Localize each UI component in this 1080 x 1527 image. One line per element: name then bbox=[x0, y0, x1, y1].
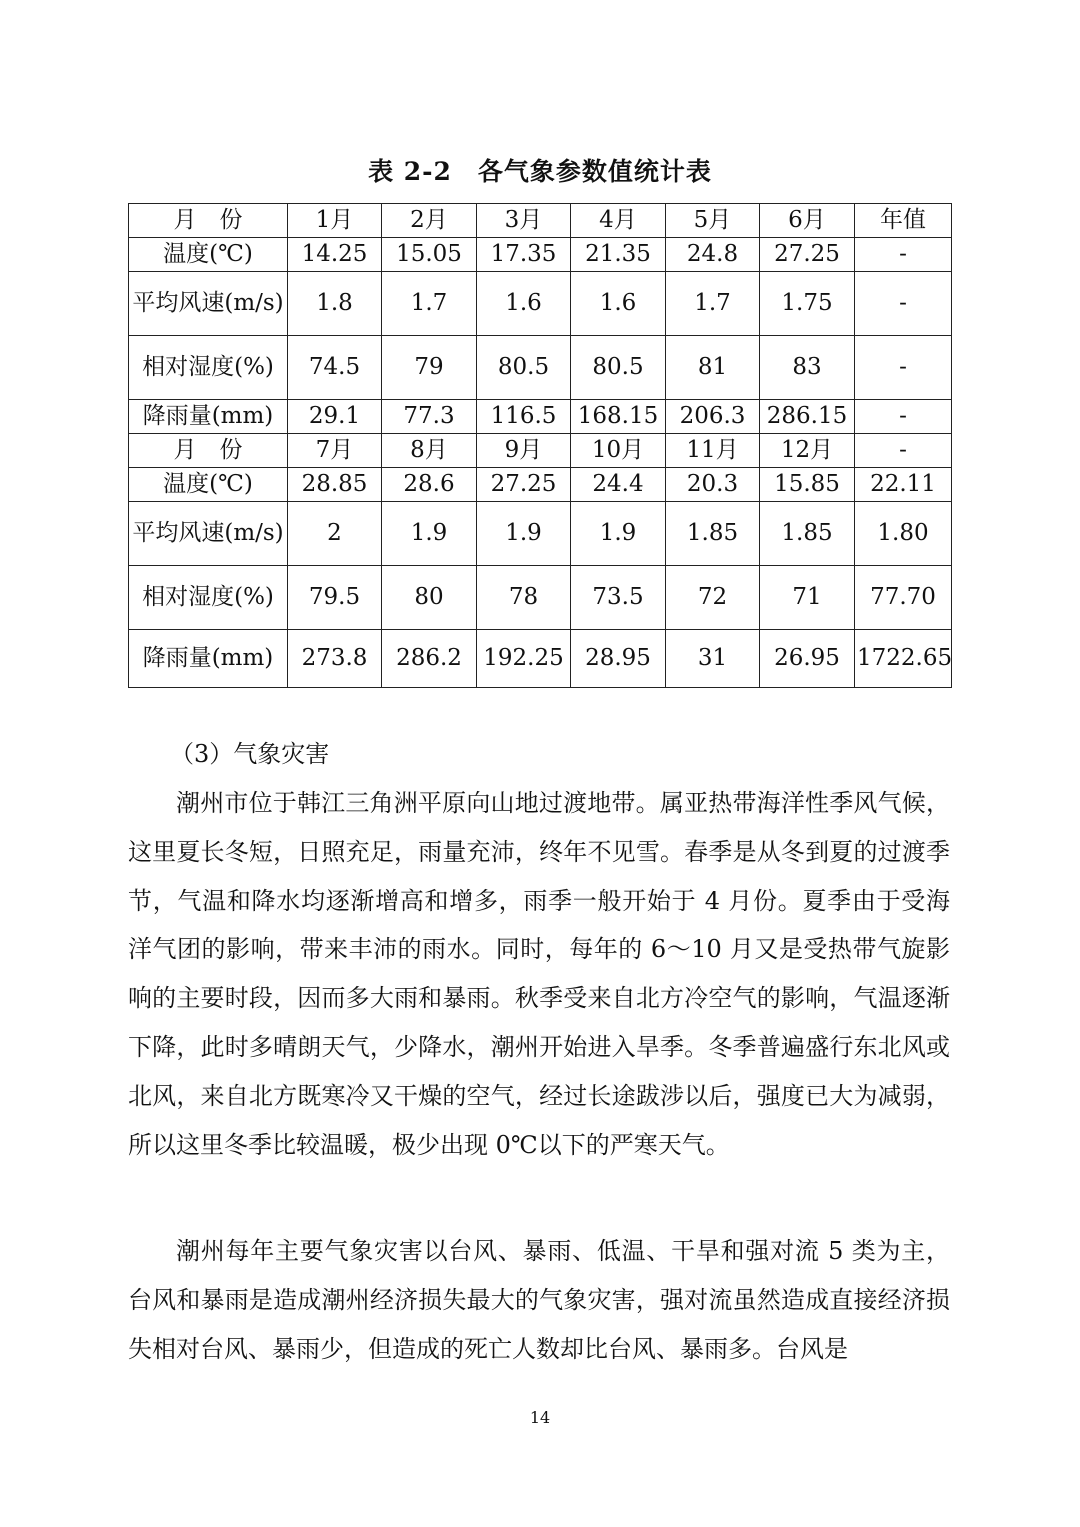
table-cell: 78 bbox=[477, 566, 571, 630]
table-cell: 14.25 bbox=[288, 238, 382, 272]
row-label: 相对湿度(%) bbox=[129, 566, 288, 630]
row-label: 温度(℃) bbox=[129, 468, 288, 502]
table-cell: 1.9 bbox=[571, 502, 666, 566]
table-cell: 80.5 bbox=[477, 336, 571, 400]
table-body bbox=[129, 204, 952, 688]
table-cell: 71 bbox=[760, 566, 855, 630]
table-cell: 3月 bbox=[477, 204, 571, 238]
table-cell: 1.7 bbox=[382, 272, 477, 336]
table-row bbox=[129, 502, 952, 566]
row-label: 月 份 bbox=[129, 204, 288, 238]
table-cell: 27.25 bbox=[477, 468, 571, 502]
table-cell: 28.85 bbox=[288, 468, 382, 502]
table-row bbox=[129, 434, 952, 468]
row-label: 平均风速(m/s) bbox=[129, 502, 288, 566]
table-cell: 29.1 bbox=[288, 400, 382, 434]
table-cell: - bbox=[855, 336, 952, 400]
table-cell: 72 bbox=[666, 566, 760, 630]
table-cell: 9月 bbox=[477, 434, 571, 468]
row-label: 降雨量(mm) bbox=[129, 630, 288, 688]
table-cell: 1.9 bbox=[477, 502, 571, 566]
table-cell: - bbox=[855, 400, 952, 434]
paragraph: 潮州每年主要气象灾害以台风、暴雨、低温、干旱和强对流 5 类为主，台风和暴雨是造成潮州经济损失最大的气象灾害，强对流虽然造成直接经济损失相对台风、暴雨少，但造成的死亡人数却比台风、暴雨多。台风是 bbox=[128, 1237, 950, 1363]
table-row bbox=[129, 272, 952, 336]
table-cell: 28.6 bbox=[382, 468, 477, 502]
table-row bbox=[129, 238, 952, 272]
table-cell: 206.3 bbox=[666, 400, 760, 434]
table-cell: 1.6 bbox=[571, 272, 666, 336]
table-cell: 15.05 bbox=[382, 238, 477, 272]
table-cell: 2月 bbox=[382, 204, 477, 238]
table-cell: 1.7 bbox=[666, 272, 760, 336]
weather-stats-table bbox=[128, 203, 952, 688]
row-label: 温度(℃) bbox=[129, 238, 288, 272]
table-cell: 1722.65 bbox=[855, 630, 952, 688]
table-cell: 192.25 bbox=[477, 630, 571, 688]
paragraph: 潮州市位于韩江三角洲平原向山地过渡地带。属亚热带海洋性季风气候，这里夏长冬短，日照充足，雨量充沛，终年不见雪。春季是从冬到夏的过渡季节，气温和降水均逐渐增高和增多，雨季一般开始于 4 月份。夏季由于受海洋气团的影响，带来丰沛的雨水。同时，每年的 6～10 月又是受热带气旋影响的主要时段，因而多大雨和暴雨。秋季受来自北方冷空气的影响，气温逐渐下降，此时多晴朗天气，少降水，潮州开始进入旱季。冬季普遍盛行东北风或北风，来自北方既寒冷又干燥的空气，经过长途跋涉以后，强度已大为减弱，所以这里冬季比较温暖，极少出现 0℃以下的严寒天气。 bbox=[128, 789, 950, 1159]
table-cell: 15.85 bbox=[760, 468, 855, 502]
table-cell: 79 bbox=[382, 336, 477, 400]
table-cell: 1.6 bbox=[477, 272, 571, 336]
table-cell: 17.35 bbox=[477, 238, 571, 272]
table-cell: 8月 bbox=[382, 434, 477, 468]
table-cell: 4月 bbox=[571, 204, 666, 238]
table-cell: 27.25 bbox=[760, 238, 855, 272]
table-cell: 77.3 bbox=[382, 400, 477, 434]
table-cell: 1.9 bbox=[382, 502, 477, 566]
table-cell: 11月 bbox=[666, 434, 760, 468]
table-cell: 24.4 bbox=[571, 468, 666, 502]
row-label: 降雨量(mm) bbox=[129, 400, 288, 434]
table-cell: 74.5 bbox=[288, 336, 382, 400]
table-cell: 12月 bbox=[760, 434, 855, 468]
table-cell: 28.95 bbox=[571, 630, 666, 688]
table-cell: 83 bbox=[760, 336, 855, 400]
table-cell: 80 bbox=[382, 566, 477, 630]
table-cell: 1.75 bbox=[760, 272, 855, 336]
page-number: 14 bbox=[529, 1408, 551, 1427]
table-row bbox=[129, 204, 952, 238]
table-cell: 2 bbox=[288, 502, 382, 566]
table-cell: 26.95 bbox=[760, 630, 855, 688]
table-cell: 79.5 bbox=[288, 566, 382, 630]
table-row bbox=[129, 566, 952, 630]
table-row bbox=[129, 630, 952, 688]
table-title: 表 2-2 各气象参数值统计表 bbox=[368, 157, 712, 186]
table-cell: 31 bbox=[666, 630, 760, 688]
table-cell: 1.80 bbox=[855, 502, 952, 566]
table-cell: 1.85 bbox=[760, 502, 855, 566]
table-row bbox=[129, 468, 952, 502]
table-cell: 24.8 bbox=[666, 238, 760, 272]
table-cell: 1月 bbox=[288, 204, 382, 238]
table-cell: 116.5 bbox=[477, 400, 571, 434]
row-label: 平均风速(m/s) bbox=[129, 272, 288, 336]
table-cell: 168.15 bbox=[571, 400, 666, 434]
section-heading: （3）气象灾害 bbox=[170, 740, 330, 768]
table-cell: 80.5 bbox=[571, 336, 666, 400]
table-cell: 77.70 bbox=[855, 566, 952, 630]
table-cell: 1.8 bbox=[288, 272, 382, 336]
row-label: 月 份 bbox=[129, 434, 288, 468]
table-cell: - bbox=[855, 272, 952, 336]
table-cell: 21.35 bbox=[571, 238, 666, 272]
table-cell: 22.11 bbox=[855, 468, 952, 502]
table-row bbox=[129, 400, 952, 434]
table-cell: 273.8 bbox=[288, 630, 382, 688]
table-cell: - bbox=[855, 238, 952, 272]
row-label: 相对湿度(%) bbox=[129, 336, 288, 400]
table-cell: 10月 bbox=[571, 434, 666, 468]
table-cell: 年值 bbox=[855, 204, 952, 238]
table-cell: 6月 bbox=[760, 204, 855, 238]
table-cell: - bbox=[855, 434, 952, 468]
table-cell: 7月 bbox=[288, 434, 382, 468]
table-cell: 5月 bbox=[666, 204, 760, 238]
table-cell: 286.2 bbox=[382, 630, 477, 688]
table-row bbox=[129, 336, 952, 400]
table-cell: 73.5 bbox=[571, 566, 666, 630]
table-cell: 286.15 bbox=[760, 400, 855, 434]
table-cell: 20.3 bbox=[666, 468, 760, 502]
table-cell: 1.85 bbox=[666, 502, 760, 566]
table-cell: 81 bbox=[666, 336, 760, 400]
